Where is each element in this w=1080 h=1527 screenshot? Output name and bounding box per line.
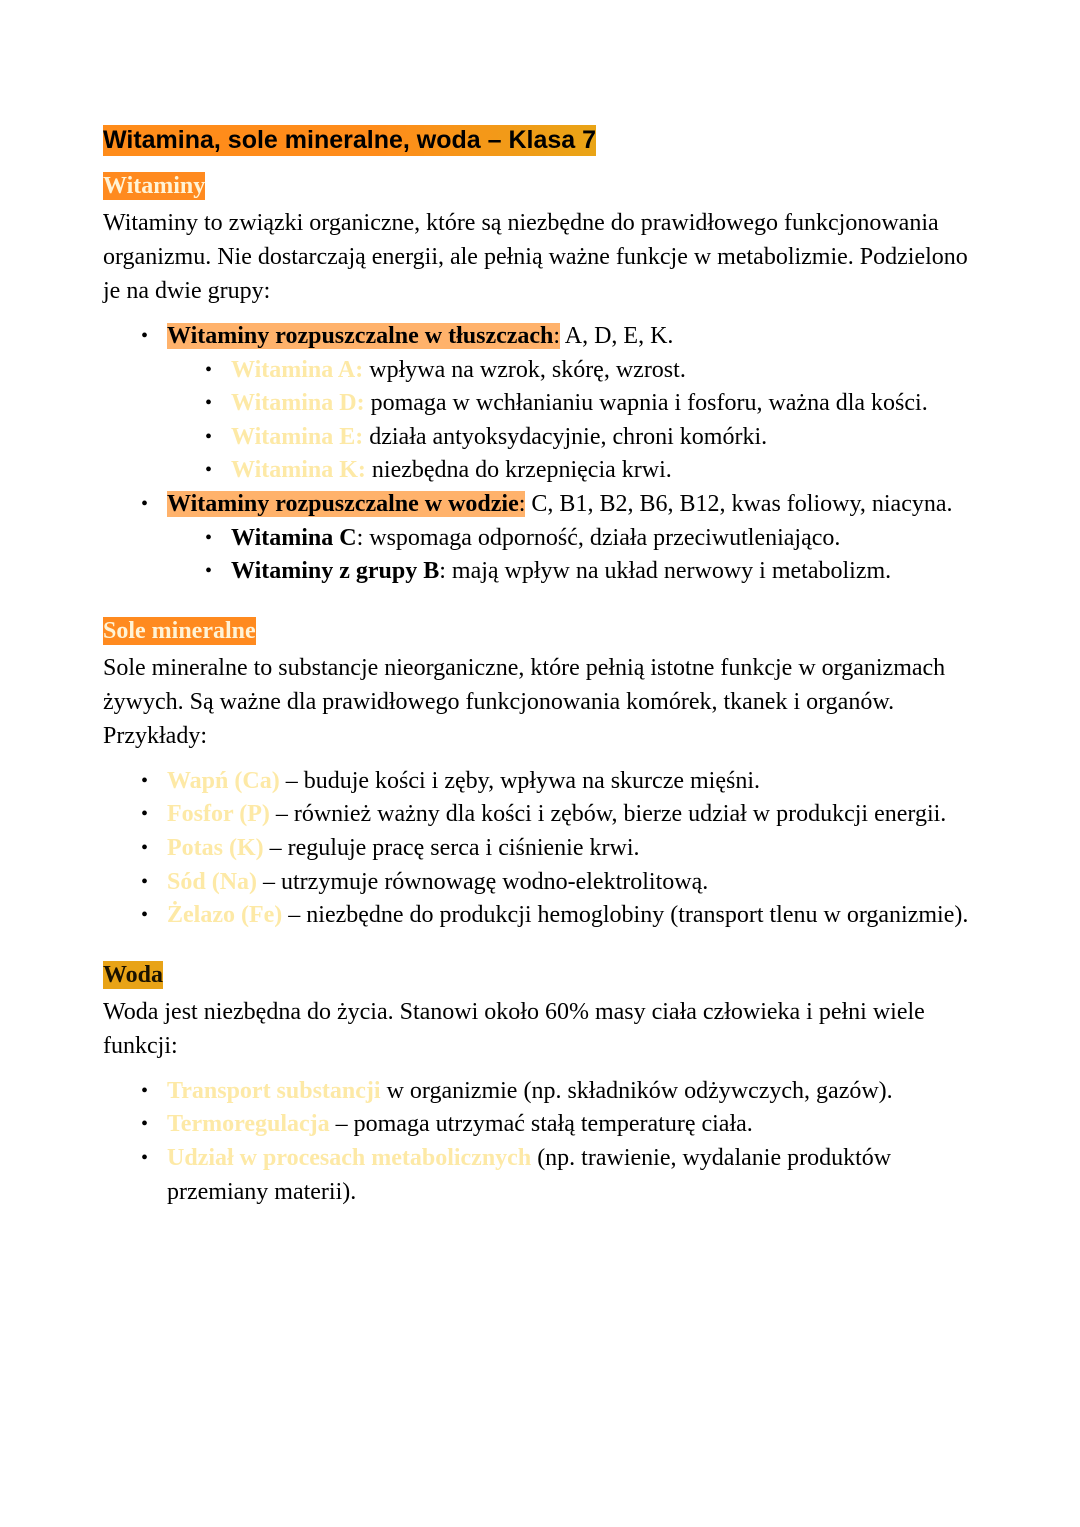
list-item (205, 421, 983, 455)
vitamin-a-label: Witamina A: (231, 356, 364, 383)
mineral-text: – również ważny dla kości i zębów, bierze udział w produkcji energii. (269, 801, 947, 828)
document-page (103, 124, 983, 1231)
minerals-heading: Sole mineralne (103, 617, 256, 644)
vitamin-k-text: niezbędna do krzepnięcia krwi. (365, 457, 672, 484)
vitamin-a-text: wpływa na wzrok, skórę, wzrost. (363, 356, 686, 383)
mineral-text: – niezbędne do produkcji hemoglobiny (transport tlenu w organizmie). (282, 902, 969, 929)
list-item (141, 1108, 983, 1142)
section-vitamins (103, 172, 983, 589)
document-title-text: Witamina, sole mineralne, woda – Klasa 7 (103, 126, 597, 154)
fat-soluble-label: Witaminy rozpuszczalne w tłuszczach (167, 323, 554, 349)
mineral-text: – reguluje pracę serca i ciśnienie krwi. (263, 834, 640, 861)
vitamin-d-label: Witamina D: (231, 390, 365, 417)
mineral-text: – utrzymuje równowagę wodno-elektrolitową. (257, 868, 709, 895)
list-item (205, 555, 983, 589)
mineral-label: Żelazo (Fe) (167, 902, 283, 929)
mineral-label: Sód (Na) (167, 868, 258, 895)
minerals-intro: Sole mineralne to substancje nieorganiczne, które pełnią istotne funkcje w organizmach żywych. Są ważne dla prawidłowego funkcjonowania komórek, tkanek i organów. Przykłady: (103, 654, 946, 749)
vitamin-groups-list (141, 320, 983, 589)
list-item (141, 866, 983, 900)
fat-soluble-value: A, D, E, K. (560, 323, 674, 349)
mineral-label: Wapń (Ca) (167, 767, 280, 794)
water-intro: Woda jest niezbędna do życia. Stanowi około 60% masy ciała człowieka i pełni wiele funkcji: (103, 998, 925, 1059)
minerals-list (141, 765, 983, 933)
list-item (205, 454, 983, 488)
document-title (103, 124, 983, 156)
list-item (141, 798, 983, 832)
list-item (141, 1142, 983, 1209)
vitamins-intro: Witaminy to związki organiczne, które są niezbędne do prawidłowego funkcjonowania organizmu. Nie dostarczają energii, ale pełnią ważne funkcje w metabolizmie. Podzielono je na dwie grupy: (103, 210, 968, 304)
water-heading: Woda (103, 961, 164, 988)
water-function-label: Udział w procesach metabolicznych (167, 1144, 532, 1171)
list-item (141, 899, 983, 933)
water-function-text: (np. trawienie, wydalanie produktów przemiany materii). (167, 1144, 892, 1205)
list-item (205, 387, 983, 421)
section-minerals (103, 617, 983, 933)
water-soluble-label: Witaminy rozpuszczalne w wodzie (167, 490, 519, 517)
list-item-fat-soluble (141, 320, 983, 488)
vitamin-c-text: : wspomaga odporność, działa przeciwutleniająco. (356, 524, 841, 551)
vitamin-b-label: Witaminy z grupy B (231, 558, 440, 585)
vitamin-c-label: Witamina C (231, 524, 357, 551)
water-soluble-label-highlight (167, 491, 525, 517)
water-function-text: w organizmie (np. składników odżywczych, gazów). (380, 1077, 893, 1104)
water-soluble-list (205, 522, 983, 589)
water-function-text: – pomaga utrzymać stałą temperaturę ciała. (329, 1111, 753, 1138)
vitamin-e-label: Witamina E: (231, 423, 364, 450)
mineral-text: – buduje kości i zęby, wpływa na skurcze mięśni. (279, 767, 761, 794)
list-item (205, 354, 983, 388)
water-soluble-separator: : (518, 490, 526, 517)
mineral-label: Fosfor (P) (167, 801, 270, 828)
water-functions-list (141, 1075, 983, 1209)
list-item (141, 832, 983, 866)
water-function-label: Termoregulacja (167, 1111, 330, 1138)
fat-soluble-label-highlight (167, 323, 560, 349)
vitamins-heading: Witaminy (103, 173, 206, 199)
list-item (205, 522, 983, 556)
list-item-water-soluble (141, 488, 983, 589)
fat-soluble-list (205, 354, 983, 488)
list-item (141, 1075, 983, 1109)
vitamin-b-text: : mają wpływ na układ nerwowy i metabolizm. (439, 558, 892, 585)
list-item (141, 765, 983, 799)
vitamin-d-text: pomaga w wchłanianiu wapnia i fosforu, ważna dla kości. (364, 390, 928, 417)
mineral-label: Potas (K) (167, 834, 264, 861)
fat-soluble-separator: : (553, 323, 561, 349)
water-soluble-value: C, B1, B2, B6, B12, kwas foliowy, niacyna. (525, 490, 953, 517)
section-water (103, 961, 983, 1209)
vitamin-e-text: działa antyoksydacyjnie, chroni komórki. (363, 423, 768, 450)
vitamin-k-label: Witamina K: (231, 457, 366, 484)
water-function-label: Transport substancji (167, 1077, 381, 1104)
